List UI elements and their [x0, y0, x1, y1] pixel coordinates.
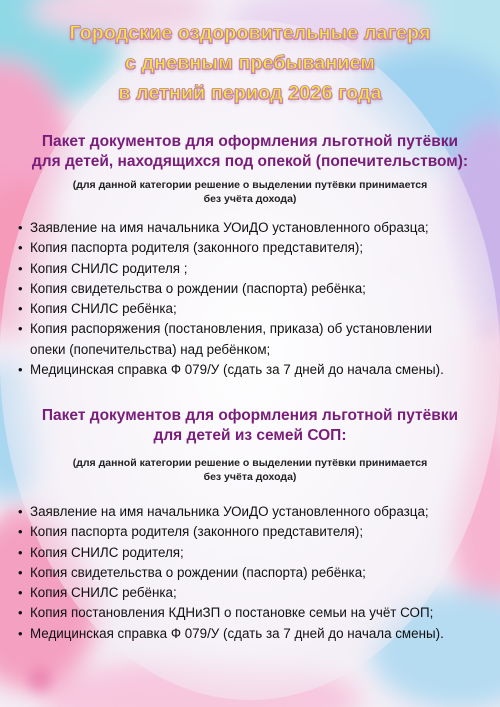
- bullet-icon: •: [18, 240, 23, 256]
- flyer-content: [14, 0, 486, 707]
- section2-note: [14, 456, 486, 484]
- list-item: • Копия паспорта родителя (законного представителя);: [18, 522, 488, 542]
- section1-document-list: [18, 218, 488, 380]
- bullet-icon: •: [18, 504, 23, 519]
- section1-note-line-2: без учёта дохода): [203, 193, 297, 205]
- list-item: • Копия СНИЛС родителя;: [18, 543, 488, 563]
- bullet-icon: •: [18, 524, 23, 540]
- section2-heading-line-1: Пакет документов для оформления льготной путёвки: [41, 407, 459, 424]
- bullet-icon: •: [18, 564, 23, 580]
- list-item: • Копия постановления КДНиЗП о постановке семьи на учёт СОП;: [18, 603, 488, 623]
- section2-note-line-2: без учёта дохода): [203, 471, 297, 483]
- title-line-3: в летний период 2026 года: [118, 82, 382, 104]
- list-item: • Копия СНИЛС ребёнка;: [18, 299, 488, 319]
- list-item: • Заявление на имя начальника УОиДО установленного образца;: [18, 218, 488, 238]
- bullet-icon: •: [18, 585, 23, 601]
- bullet-icon: •: [18, 321, 23, 337]
- list-item: • Копия свидетельства о рождении (паспорта) ребёнка;: [18, 563, 488, 583]
- bullet-icon: •: [18, 544, 23, 560]
- bullet-icon: •: [18, 220, 23, 235]
- list-item: • Медицинская справка Ф 079/У (сдать за 7 дней до начала смены).: [18, 624, 488, 644]
- section2-document-list: [18, 502, 488, 644]
- list-item: • Копия паспорта родителя (законного представителя);: [18, 238, 488, 258]
- section2-heading: [14, 406, 486, 446]
- bullet-icon: •: [18, 362, 23, 378]
- section1-heading-line-1: Пакет документов для оформления льготной путёвки: [41, 133, 459, 150]
- bullet-icon: •: [18, 301, 23, 317]
- title-line-1: Городские оздоровительные лагеря: [69, 22, 431, 44]
- list-item: • Копия СНИЛС родителя ;: [18, 259, 488, 279]
- section2-note-line-1: (для данной категории решение о выделении путёвки принимается: [72, 457, 428, 469]
- list-item-continuation: опеки (попечительства) над ребёнком;: [30, 341, 271, 357]
- title-line-2: с дневным пребыванием: [124, 52, 376, 74]
- bullet-icon: •: [18, 605, 23, 621]
- section1-note: [14, 178, 486, 206]
- list-item: • Медицинская справка Ф 079/У (сдать за 7 дней до начала смены).: [18, 360, 488, 380]
- list-item: • Копия свидетельства о рождении (паспорта) ребёнка;: [18, 279, 488, 299]
- section1-note-line-1: (для данной категории решение о выделении путёвки принимается: [72, 179, 428, 191]
- bullet-icon: •: [18, 260, 23, 276]
- list-item: • Копия распоряжения (постановления, приказа) об установлении: [18, 319, 488, 339]
- list-item: • Заявление на имя начальника УОиДО установленного образца;: [18, 502, 488, 522]
- section2-heading-line-2: для детей из семей СОП:: [153, 427, 347, 444]
- section1-heading: [14, 132, 486, 172]
- section1-heading-line-2: для детей, находящихся под опекой (попечительством):: [31, 153, 469, 170]
- bullet-icon: •: [18, 280, 23, 296]
- list-item: • Копия СНИЛС ребёнка;: [18, 583, 488, 603]
- bullet-icon: •: [18, 625, 23, 641]
- page-title: [14, 18, 486, 108]
